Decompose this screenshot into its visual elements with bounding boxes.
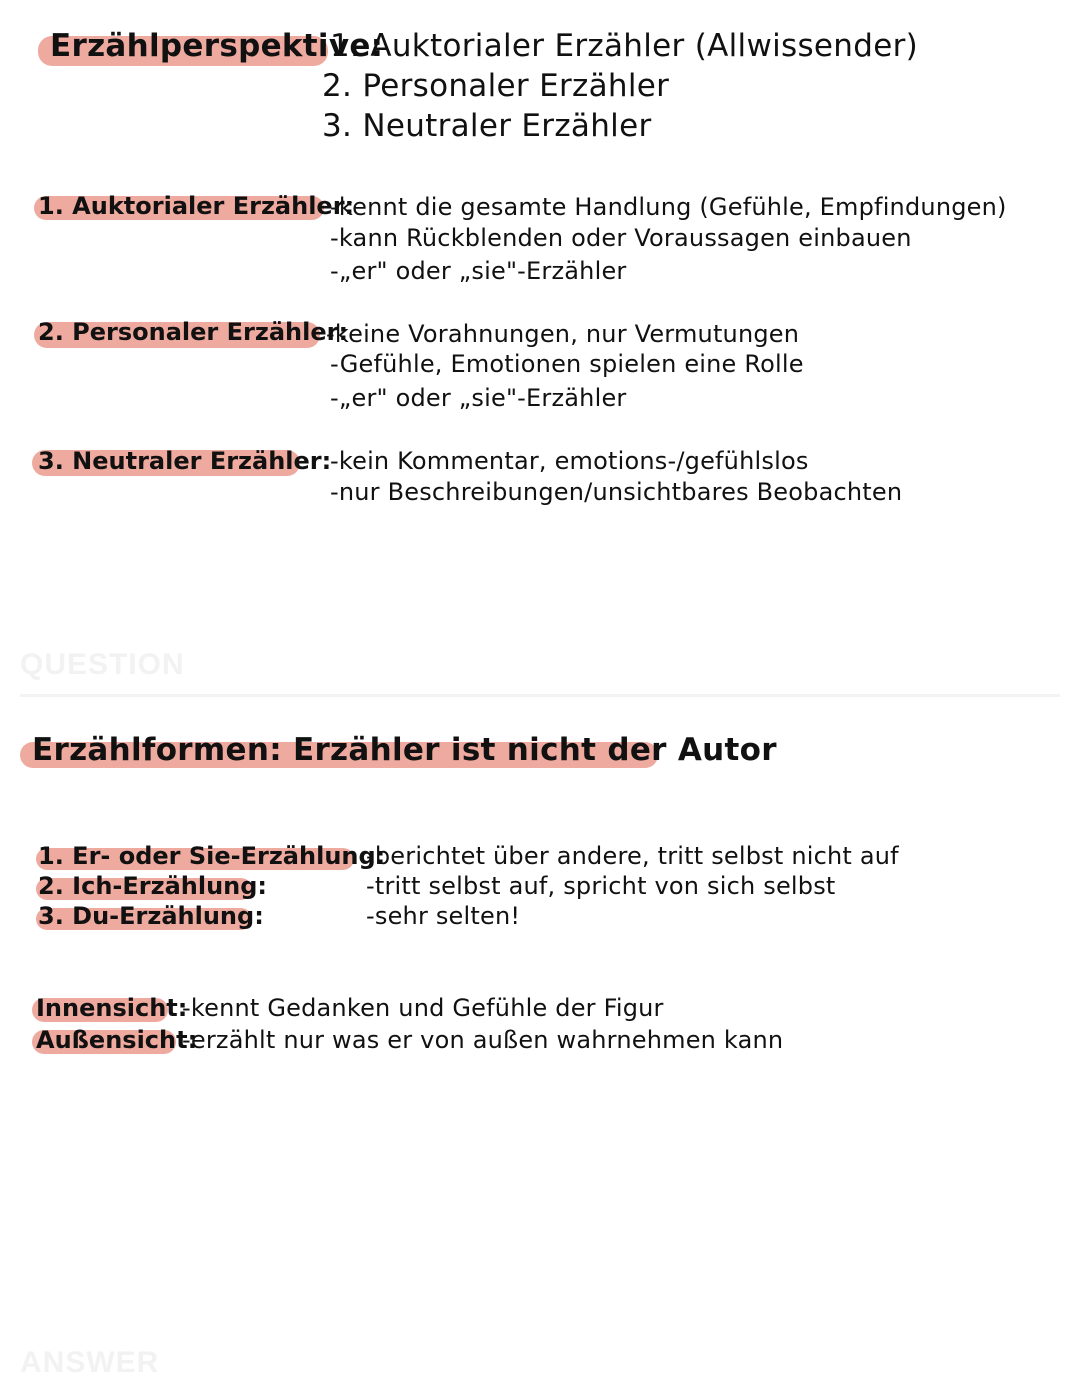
section-line: -kennt die gesamte Handlung (Gefühle, Empfindungen) <box>330 193 1007 221</box>
section-label-personal: 2. Personaler Erzähler: <box>38 318 349 346</box>
form-label-er-sie: 1. Er- oder Sie-Erzählung: <box>38 842 386 870</box>
erzaehlformen-title: Erzählformen: Erzähler ist nicht der Autor <box>32 732 777 768</box>
form-label-du: 3. Du-Erzählung: <box>38 902 264 930</box>
perspektive-list-item-2: 2. Personaler Erzähler <box>322 68 670 104</box>
sicht-text: -kennt Gedanken und Gefühle der Figur <box>182 994 664 1022</box>
sicht-label-aussen: Außensicht: <box>36 1026 198 1054</box>
form-text: -berichtet über andere, tritt selbst nicht auf <box>366 842 899 870</box>
perspektive-list-item-1: 1. Auktorialer Erzähler (Allwissender) <box>330 28 919 64</box>
section-line: -„er" oder „sie"-Erzähler <box>330 257 627 285</box>
section-line: -nur Beschreibungen/unsichtbares Beobachten <box>330 478 903 506</box>
section-line: -kein Kommentar, emotions-/gefühlslos <box>330 447 809 475</box>
section-line: -kann Rückblenden oder Voraussagen einbauen <box>330 224 912 252</box>
question-watermark: QUESTION <box>20 648 185 681</box>
form-text: -tritt selbst auf, spricht von sich selbst <box>366 872 836 900</box>
sicht-label-innen: Innensicht: <box>36 994 188 1022</box>
divider <box>20 694 1060 697</box>
answer-watermark: ANSWER <box>20 1346 160 1379</box>
section-label-neutral: 3. Neutraler Erzähler: <box>38 447 332 475</box>
perspektive-list-item-3: 3. Neutraler Erzähler <box>322 108 652 144</box>
section-line: -Gefühle, Emotionen spielen eine Rolle <box>330 350 804 378</box>
sicht-text: -erzählt nur was er von außen wahrnehmen kann <box>182 1026 784 1054</box>
form-label-ich: 2. Ich-Erzählung: <box>38 872 268 900</box>
section-line: -keine Vorahnungen, nur Vermutungen <box>326 320 800 348</box>
perspektive-title: Erzählperspektive: <box>50 28 384 64</box>
form-text: -sehr selten! <box>366 902 521 930</box>
section-label-auktorial: 1. Auktorialer Erzähler: <box>38 192 355 220</box>
section-line: -„er" oder „sie"-Erzähler <box>330 384 627 412</box>
